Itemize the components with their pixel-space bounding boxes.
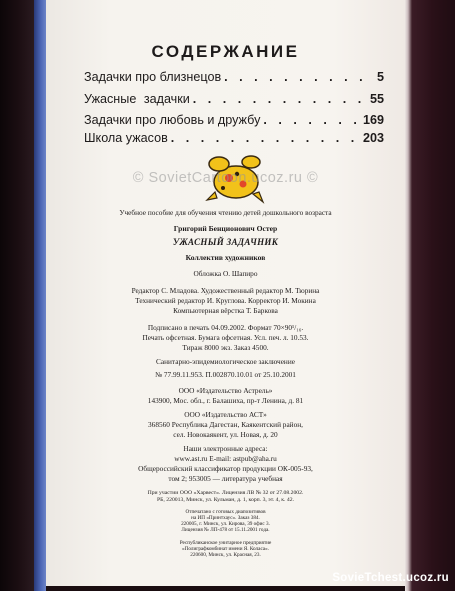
watermark: © SovietCartoon.ucoz.ru © [132, 170, 319, 186]
imprint-printer-line1: Республиканское унитарное предприятие [179, 540, 272, 546]
toc-entry [84, 70, 384, 88]
toc-leader-dots [263, 113, 360, 127]
toc-entry-title: Задачки про близнецов [84, 70, 222, 84]
toc-entry-title: Ужасные задачки [84, 92, 190, 106]
imprint-publisher2-address-line2: сел. Новокаякент, ул. Новая, д. 20 [173, 430, 278, 439]
imprint-publisher2-name: ООО «Издательство АСТ» [184, 410, 267, 419]
imprint-print-line2: Печать офсетная. Бумага офсетная. Усл. печ. л. 10.53. [142, 333, 309, 342]
toc-entry-page: 203 [362, 131, 384, 145]
imprint-diapositives-line4: Лицензия № ЛП-478 от 15.11.2001 года. [181, 527, 270, 533]
imprint-layout: Компьютерная вёрстка Т. Баркова [173, 306, 278, 315]
imprint-diapositives-line3: 220005, г. Минск, ул. Кирова, 39 офис 3. [181, 521, 270, 527]
imprint-print-line3: Тираж 8000 экз. Заказ 4500. [182, 343, 269, 352]
toc-entry-page: 55 [369, 92, 384, 106]
toc-entry-title: Школа ужасов [84, 131, 168, 145]
imprint-printer-line3: 220600, Минск, ул. Красная, 23. [190, 552, 261, 558]
toc-heading: СОДЕРЖАНИЕ [151, 42, 300, 61]
imprint-diapositives-line1: Отпечатано с готовых диапозитивов [185, 509, 266, 515]
imprint-illustrators: Коллектив художников [185, 253, 266, 262]
imprint-publisher2-address-line1: 368560 Республика Дагестан, Каякентский район, [148, 420, 303, 429]
imprint-harvest-line2: РБ, 220013, Минск, ул. Кульман, д. 1, корп. 3, эт. 4, к. 42. [157, 497, 294, 503]
imprint-author: Григорий Бенционович Остер [173, 224, 278, 233]
imprint-sanitary-line1: Санитарно-эпидемиологическое заключение [156, 357, 295, 366]
book-spine [34, 0, 46, 591]
toc-entry [84, 131, 384, 149]
imprint-okp-line2: том 2; 953005 — литература учебная [168, 474, 283, 483]
toc-entry [84, 113, 384, 131]
imprint-okp-line1: Общероссийский классификатор продукции ОК-005-93, [138, 464, 313, 473]
imprint-print-line1: Подписано в печать 04.09.2002. Формат 70×90¹/₁₆. [147, 323, 304, 332]
imprint-sanitary-line2: № 77.99.11.953. П.002870.10.01 от 25.10.2001 [155, 370, 296, 379]
scan-background-right [405, 0, 455, 591]
imprint-email-heading: Наши электронные адреса: [183, 444, 268, 453]
toc-entry-page: 169 [362, 113, 384, 127]
imprint-harvest-line1: При участии ООО «Харвест». Лицензия ЛВ № 32 от 27.08.2002. [147, 490, 304, 496]
imprint-purpose: Учебное пособие для обучения чтению детей дошкольного возраста [119, 208, 332, 217]
imprint-printer-line2: «Полиграфкомбинат имени Я. Коласа». [181, 546, 269, 552]
toc-leader-dots [171, 131, 360, 145]
imprint-diapositives-line2: на ИП «Принтхаус». Заказ 384. [191, 515, 260, 521]
imprint-book-title: УЖАСНЫЙ ЗАДАЧНИК [172, 237, 279, 247]
imprint-editors-line1: Редактор С. Младова. Художественный редактор М. Тюрина [131, 286, 320, 295]
imprint-cover-artist: Обложка О. Шапиро [193, 269, 258, 278]
toc-entry-title: Задачки про любовь и дружбу [84, 113, 261, 127]
toc-leader-dots [193, 92, 367, 106]
site-footer-watermark: SovieTchest.ucoz.ru [332, 572, 449, 584]
toc-leader-dots [224, 70, 374, 84]
imprint-publisher1-name: ООО «Издательство Астрель» [178, 386, 273, 395]
imprint-publisher1-address: 143900, Мос. обл., г. Балашиха, пр-т Ленина, д. 81 [147, 396, 304, 405]
toc-entry-page: 5 [376, 70, 384, 84]
imprint-editors-line2: Технический редактор И. Круглова. Корректор И. Мокина [135, 296, 316, 305]
imprint-email-addresses: www.ast.ru E-mail: astpub@aha.ru [174, 454, 277, 463]
book-page [46, 0, 405, 586]
toc-entry [84, 92, 384, 110]
scan-background-left [0, 0, 34, 591]
